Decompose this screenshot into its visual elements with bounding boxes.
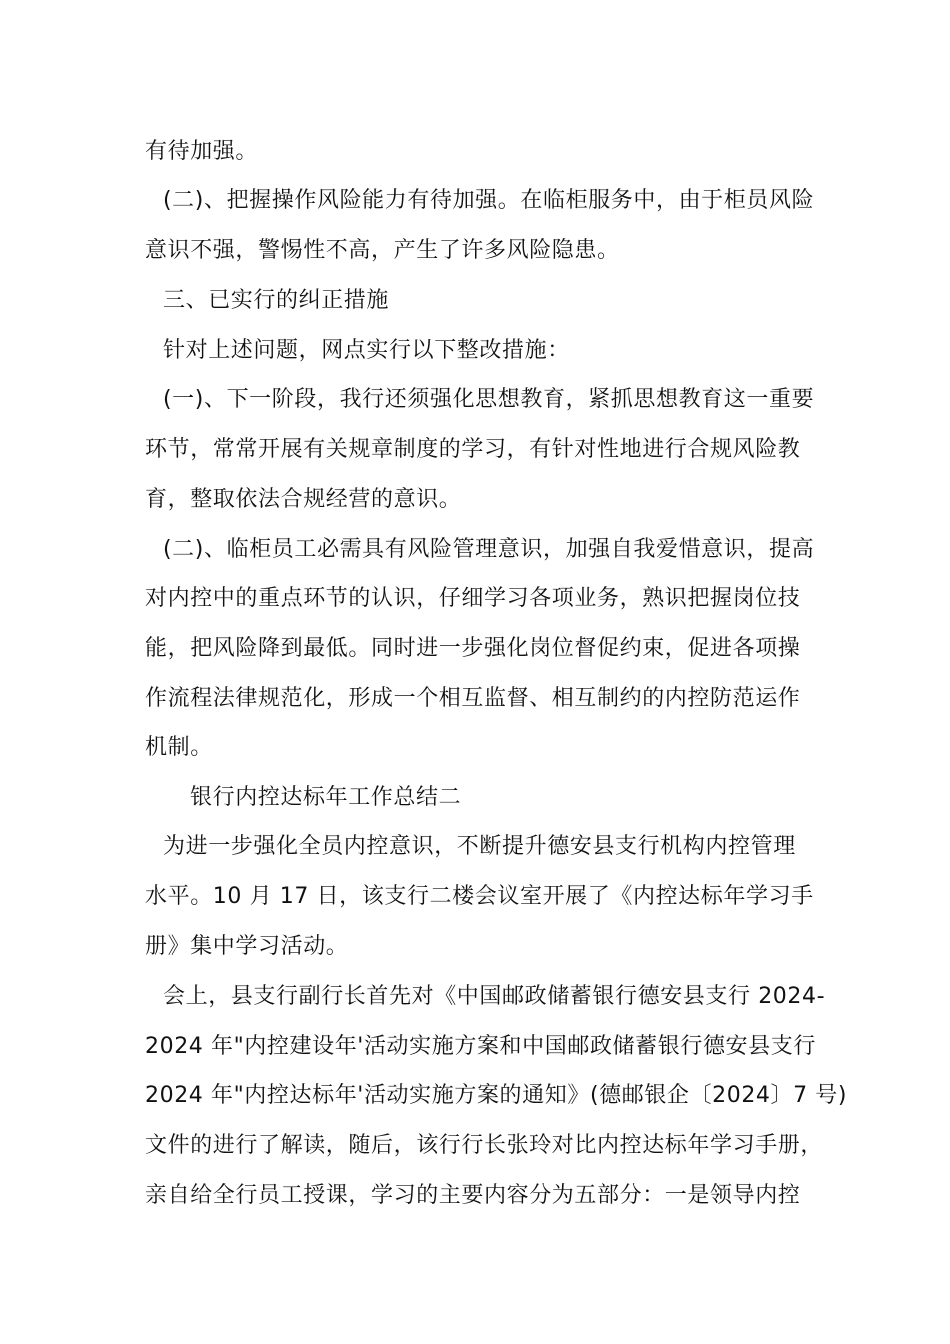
text-line: (一)、下一阶段，我行还须强化思想教育，紧抓思想教育这一重要: [163, 387, 815, 412]
text-line: 亲自给全行员工授课，学习的主要内容分为五部分：一是领导内控: [145, 1183, 801, 1208]
text-line: 会上，县支行副行长首先对《中国邮政储蓄银行德安县支行 2024-: [163, 984, 826, 1009]
text-line: 水平。10 月 17 日，该支行二楼会议室开展了《内控达标年学习手: [145, 884, 814, 909]
document-title: 银行内控达标年工作总结二: [190, 785, 462, 810]
text-line: 能，把风险降到最低。同时进一步强化岗位督促约束，促进各项操: [145, 636, 801, 661]
text-line: (二)、临柜员工必需具有风险管理意识，加强自我爱惜意识，提高: [163, 537, 815, 562]
text-line: 育，整取依法合规经营的意识。: [145, 487, 462, 512]
text-line: 作流程法律规范化，形成一个相互监督、相互制约的内控防范运作: [145, 686, 801, 711]
text-line: 环节，常常开展有关规章制度的学习，有针对性地进行合规风险教: [145, 437, 801, 462]
text-line: 册》集中学习活动。: [145, 934, 349, 959]
text-line: 为进一步强化全员内控意识，不断提升德安县支行机构内控管理: [163, 834, 796, 859]
section-heading: 三、已实行的纠正措施: [163, 288, 390, 313]
text-line: 2024 年"内控建设年'活动实施方案和中国邮政储蓄银行德安县支行: [145, 1034, 816, 1059]
text-line: (二)、把握操作风险能力有待加强。在临柜服务中，由于柜员风险: [163, 188, 815, 213]
text-line: 针对上述问题，网点实行以下整改措施：: [163, 338, 570, 363]
text-line: 对内控中的重点环节的认识，仔细学习各项业务，熟识把握岗位技: [145, 586, 801, 611]
text-line: 机制。: [145, 735, 213, 760]
text-line: 意识不强，警惕性不高，产生了许多风险隐患。: [145, 238, 620, 263]
text-line: 文件的进行了解读，随后，该行行长张玲对比内控达标年学习手册，: [145, 1133, 824, 1158]
text-line: 2024 年"内控达标年'活动实施方案的通知》(德邮银企〔2024〕7 号): [145, 1083, 848, 1108]
text-line: 有待加强。: [145, 139, 259, 164]
